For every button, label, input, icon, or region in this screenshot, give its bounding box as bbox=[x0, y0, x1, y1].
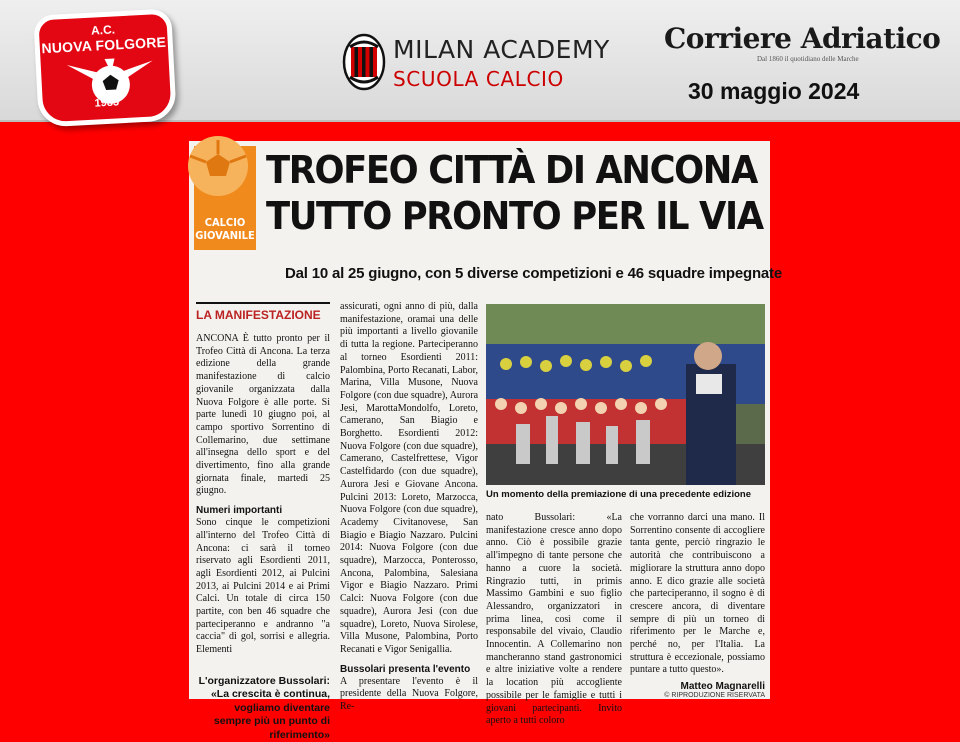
section-title: Numeri importanti bbox=[196, 505, 283, 517]
newspaper-tagline: Dal 1860 il quotidiano delle Marche bbox=[757, 55, 859, 63]
club-logo bbox=[33, 8, 177, 127]
column-text: assicurati, ogni anno di più, dalla manifestazione, oramai una delle più importanti a livello giovanile di tutta la regione. Parteciperanno al torneo Esordienti 2011: Palombina, Porto Recanati, Labor, Marina, Villa Musone, Nuova Folgore (con due squadre), Aurora Jesi, MarottaMondolfo, Loreto, Camerano, San Biagio e Borghetto. Esordienti 2012: Nuova Folgore (con due squadre), Camerano, Castelfrettese, Vigor Castelfidardo (con due squadre), Aurora Jesi e Giovane Ancona. Pulcini 2013: Loreto, Marzocca, Nuova Folgore (con due squadre), Academy Civitanovese, San Biagio e Biagio Nazzaro. Pulcini 2014: Nuova Folgore (con due squadre), Marzocca, Ponterosso, Ancona, Palombina, Salesiana Vigor e Biagio Nazzaro. Primi Calci: Nuova Folgore (con due squadre), Aurora Jesi (con due squadre), Loreto, Nuova Sirolese, Villa Musone, Palombina, Porto Recanati e Vigor Senigallia. bbox=[340, 301, 479, 655]
article-column-3 bbox=[486, 512, 622, 728]
category-box bbox=[194, 146, 256, 250]
publication-date: 30 maggio 2024 bbox=[688, 78, 860, 104]
category-line: GIOVANILE bbox=[195, 229, 255, 242]
header-band bbox=[0, 0, 960, 122]
article-column-4 bbox=[630, 512, 765, 699]
soccer-ball-icon bbox=[188, 140, 256, 202]
photo-caption: Un momento della premiazione di una precedente edizione bbox=[486, 489, 751, 500]
column-text: che vorranno darci una mano. Il Sorrentino consente di accogliere tanta gente, perciò ringrazio le autorità che contribuiscono a migliorare la struttura anno dopo anno. E dico grazie alle società che parteciperanno, il sogno è di crescere ancora, di diventare sempre di più un torneo di riferimento per le Marche e, perché no, per l'Italia. La struttura è eccezionale, possiamo puntare a tutto questo». bbox=[630, 512, 765, 676]
article-column-2 bbox=[340, 301, 478, 714]
award-ceremony-photo bbox=[486, 304, 765, 485]
article-author: Matteo Magnarelli bbox=[680, 681, 765, 693]
newspaper-masthead: Corriere Adriatico bbox=[664, 22, 941, 55]
milan-academy-title: MILAN ACADEMY bbox=[393, 35, 610, 64]
headline-line: TROFEO CITTÀ DI ANCONA bbox=[266, 148, 757, 192]
logo-ac-text: A.C. bbox=[90, 22, 116, 38]
column-text: nato Bussolari: «La manifestazione cresce anno dopo anno. Ciò è possibile grazie all'impegno di tante persone che hanno a cuore la società. Ringrazio tutti, in primis Massimo Gambini e suo figlio Alessandro, organizzatori in prima linea, così come il responsabile del vivaio, Claudio Innocentin. A Collemarino non mancheranno stand gastronomici e altre iniziative volte a rendere la location più accogliente possibile per le famiglie e tutti i giovani partecipanti. Invito aperto a tutti coloro bbox=[486, 512, 622, 727]
copyright-notice: © RIPRODUZIONE RISERVATA bbox=[664, 692, 765, 700]
section-text: Sono cinque le competizioni all'interno del Trofeo Città di Ancona: ci sarà il torneo riservato agli Esordienti 2011, agli Esordienti 2012, ai Pulcini 2013, ai Pulcini 2014 e ai Primi Calci. Un totale di circa 150 partite, con ben 46 squadre che parteciperanno e andranno "a caccia" di gol, sorrisi e allegria. Elementi bbox=[196, 517, 330, 656]
scuola-calcio-subtitle: SCUOLA CALCIO bbox=[393, 67, 564, 91]
section-kicker: LA MANIFESTAZIONE bbox=[196, 302, 330, 325]
newspaper-clipping bbox=[189, 141, 782, 741]
section-text: A presentare l'evento è il presidente della Nuova Folgore, Re- bbox=[340, 675, 478, 713]
article-column-1 bbox=[196, 302, 330, 742]
article-lead: ANCONA È tutto pronto per il Trofeo Città di Ancona. La terza edizione della grande manifestazione di calcio giovanile organizzata dalla Nuova Folgore è alle porte. Si parte lunedì 10 giugno poi, al campo sportivo Sorrentino di Collemarino, due settimane all'insegna dello sport e del divertimento, fino alla grande giornata finale, martedì 25 giugno. bbox=[196, 333, 330, 497]
category-line: CALCIO bbox=[204, 216, 246, 229]
category-label bbox=[194, 216, 256, 242]
article-headline bbox=[266, 147, 763, 239]
ac-milan-crest-icon bbox=[342, 33, 386, 91]
milan-academy-logo bbox=[342, 33, 610, 93]
article-subheadline: Dal 10 al 25 giugno, con 5 diverse competizioni e 46 squadre impegnate bbox=[285, 265, 782, 282]
logo-year: 1985 bbox=[94, 96, 120, 110]
headline-line: TUTTO PRONTO PER IL VIA bbox=[266, 194, 763, 238]
pull-quote: L'organizzatore Bussolari: «La crescita è continua, vogliamo diventare sempre più un punto di riferimento» bbox=[198, 674, 330, 741]
logo-club-name: NUOVA FOLGORE bbox=[41, 33, 167, 57]
section-title: Bussolari presenta l'evento bbox=[340, 663, 471, 675]
